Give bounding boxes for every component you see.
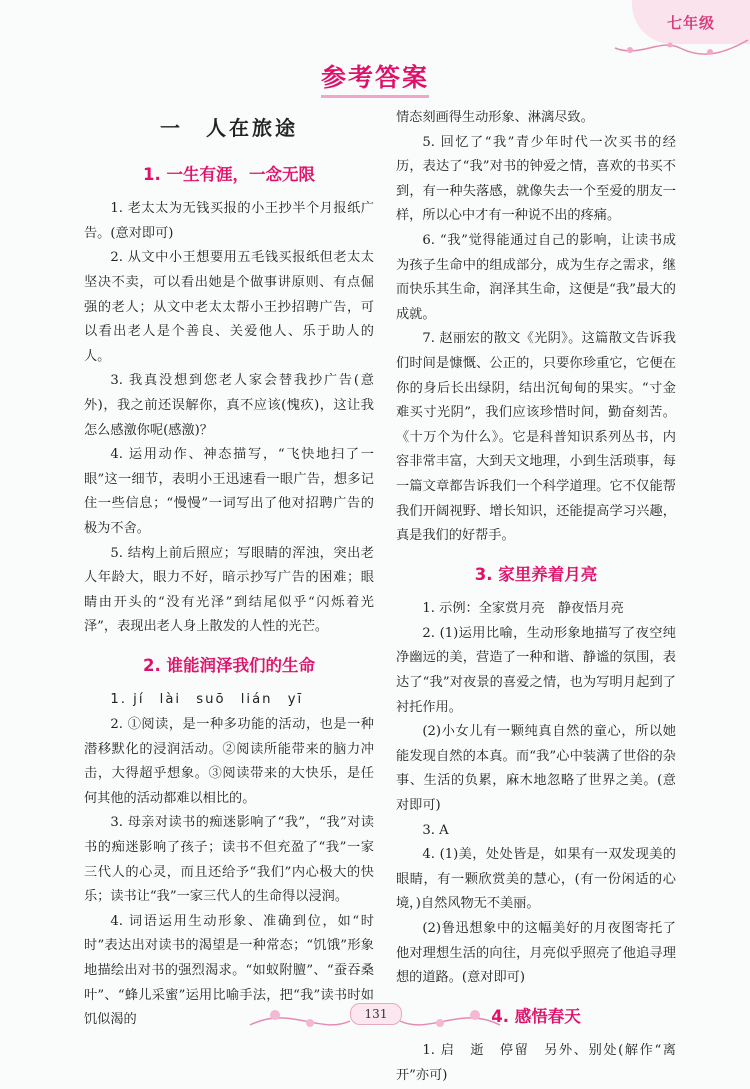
answer-paragraph: (2)小女儿有一颗纯真自然的童心，所以她能发现自然的本真。而“我”心中装满了世俗的杂事、生活的负累，麻木地忽略了世界之美。(意对即可): [396, 724, 676, 814]
section-title: 3. 家里养着月亮: [474, 564, 598, 584]
page-title-text: 参考答案: [321, 63, 429, 98]
answer-paragraph: 6. “我”觉得能通过自己的影响，让读书成为孩子生命中的组成部分，成为生存之需求，继而快乐其生命，润泽其生命，这便是“我”最大的成就。: [396, 232, 676, 322]
answer-paragraph: 3. 我真没想到您老人家会替我抄广告(意外)，我之前还误解你，真不应该(愧疚)，这让我怎么感激你呢(感激)？: [84, 373, 374, 438]
answer-paragraph: 情态刻画得生动形象、淋漓尽致。: [396, 110, 594, 125]
answer-paragraph: 3. 母亲对读书的痴迷影响了“我”，“我”对读书的痴迷影响了孩子；读书不但充盈了“我”一家三代人的心灵，而且还给予“我们”内心极大的快乐；读书让“我”一家三代人的生命得以浸润。: [84, 815, 374, 905]
floral-flourish-icon: [610, 18, 750, 58]
page-number: 131: [350, 1003, 402, 1025]
right-column: [396, 106, 676, 1089]
answer-paragraph: (2)鲁迅想象中的这幅美好的月夜图寄托了他对理想生活的向往，月亮似乎照亮了他追寻理想的道路。(意对即可): [396, 921, 676, 986]
section-title: 2. 谁能润泽我们的生命: [143, 655, 315, 675]
answer-paragraph: 7. 赵丽宏的散文《光阴》。这篇散文告诉我们时间是慷慨、公正的，只要你珍重它，它便在你的身后长出绿阴，结出沉甸甸的果实。“寸金难买寸光阴”，我们应该珍惜时间，勤奋刻苦。《十万个为什么》。它是科普知识系列丛书，内容非常丰富，大到天文地理，小到生活琐事，每一篇文章都告诉我们一个科学道理。它不仅能帮我们开阔视野、增长知识，还能提高学习兴趣，真是我们的好帮手。: [396, 331, 676, 544]
pinyin-answer: 1. jí lài suō lián yī: [110, 692, 304, 708]
answer-paragraph: 1. 老太太为无钱买报的小王抄半个月报纸广告。(意对即可): [84, 201, 374, 241]
answer-paragraph: 5. 回忆了“我”青少年时代一次买书的经历，表达了“我”对书的钟爱之情，喜欢的书买不到，有一种失落感，就像失去一个至爱的朋友一样，所以心中才有一种说不出的疼痛。: [396, 134, 676, 224]
section-title: 1. 一生有涯，一念无限: [143, 164, 315, 184]
page-title: [0, 58, 750, 94]
answer-paragraph: 4. 词语运用生动形象、准确到位，如“时时”表达出对读书的渴望是一种常态；“饥饿”形象地描绘出对书的强烈渴求。“如蚁附膻”、“蚕吞桑叶”、“蜂儿采蜜”运用比喻手法，把“我”读书时如饥似渴的: [84, 913, 374, 1028]
answer-paragraph: 2. (1)运用比喻，生动形象地描写了夜空纯净幽远的美，营造了一种和谐、静谧的氛围，表达了“我”对夜景的喜爱之情，也为写明月起到了衬托作用。: [396, 625, 676, 715]
answer-paragraph: 5. 结构上前后照应；写眼睛的浑浊，突出老人年龄大，眼力不好，暗示抄写广告的困难；眼睛由开头的“没有光泽”到结尾似乎“闪烁着光泽”，表现出老人身上散发的人性的光芒。: [84, 545, 374, 635]
answer-paragraph: 4. 运用动作、神态描写，“飞快地扫了一眼”这一细节，表明小王迅速看一眼广告，想多记住一些信息；“慢慢”一词写出了他对招聘广告的极为不舍。: [84, 447, 374, 536]
grade-tag-label: 七年级: [666, 13, 715, 32]
answer-paragraph: 4. (1)美，处处皆是，如果有一双发现美的眼睛，有一颗欣赏美的慧心，(有一份闲适的心境，)自然风物无不美丽。: [396, 847, 676, 912]
chapter-title: 一 人在旅途: [160, 116, 298, 140]
answer-paragraph: 2. 从文中小王想要用五毛钱买报纸但老太太坚决不卖，可以看出她是个做事讲原则、有点倔强的老人；从文中老太太帮小王抄招聘广告，可以看出老人是个善良、关爱他人、乐于助人的人。: [84, 250, 374, 364]
answer-paragraph: 1. 启 逝 停留 另外、别处(解作“离开”亦可): [396, 1043, 676, 1083]
answer-paragraph: 1. 示例：全家赏月亮 静夜悟月亮: [422, 601, 624, 617]
section-title: 4. 感悟春天: [491, 1006, 581, 1026]
answer-paragraph: 2. ①阅读，是一种多功能的活动，也是一种潜移默化的浸润活动。②阅读所能带来的脑力冲击，大得超乎想象。③阅读带来的大快乐，是任何其他的活动都难以相比的。: [84, 717, 374, 806]
left-column: [84, 106, 374, 1033]
answer-paragraph: 3. A: [422, 822, 449, 838]
